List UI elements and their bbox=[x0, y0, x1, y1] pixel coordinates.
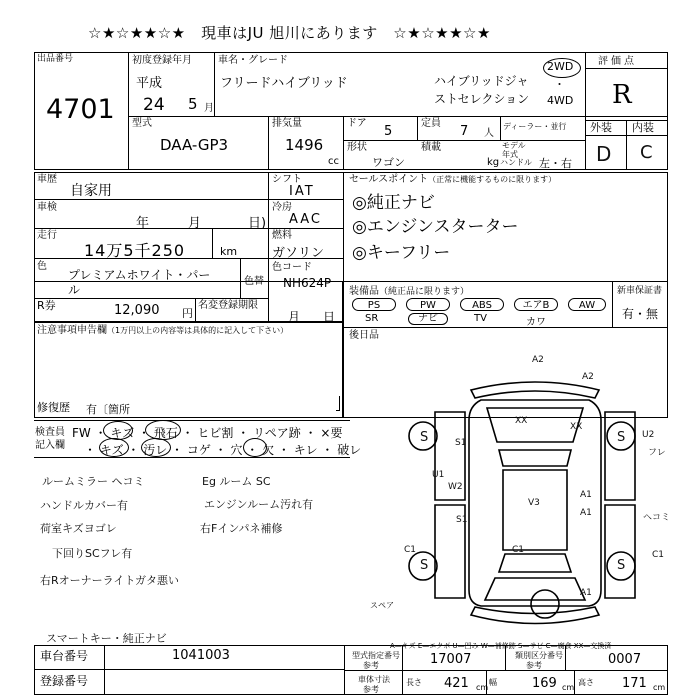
color-value-line1: プレミアムホワイト・パー bbox=[68, 268, 211, 282]
name-change-day: 日 bbox=[323, 310, 336, 324]
notice-label: 注意事項申告欄（1万円以上の内容等は具体的に記入して下さい） bbox=[37, 325, 289, 336]
lot-number: 4701 bbox=[46, 94, 115, 125]
equip-airbag: エアB bbox=[514, 298, 558, 311]
category-sub: 参考 bbox=[526, 661, 542, 670]
load-label: 積載 bbox=[421, 142, 441, 153]
dims-sub: 参考 bbox=[363, 685, 379, 694]
interior-value: C bbox=[640, 142, 653, 163]
dmg-a1-a: A1 bbox=[580, 490, 592, 500]
aircon-label: 冷房 bbox=[272, 202, 292, 213]
registration-month-unit: 月 bbox=[204, 103, 214, 114]
dmg-s1-a: S1 bbox=[455, 438, 467, 448]
drive-4wd: 4WD bbox=[547, 94, 574, 107]
equip-sr: SR bbox=[365, 313, 379, 324]
history-label: 車歴 bbox=[37, 174, 57, 185]
dmg-c1-c: C1 bbox=[512, 545, 525, 555]
mark-circle bbox=[99, 438, 129, 457]
sales-point-3: ◎キーフリー bbox=[352, 243, 451, 263]
drive-dot: ・ bbox=[554, 78, 565, 91]
note-2: Eg ルーム SC bbox=[202, 475, 271, 488]
mileage-value: 14万5千250 bbox=[84, 241, 186, 260]
shaken-month-unit: 月 bbox=[188, 216, 202, 231]
mark-circle bbox=[243, 438, 267, 457]
dealer-label: ディーラー・並行 bbox=[503, 122, 567, 131]
new-car-label: 新車保証書 bbox=[617, 286, 663, 296]
note-7: 下回りSCフレ有 bbox=[52, 547, 133, 560]
dmg-a2-top: A2 bbox=[532, 355, 544, 365]
handle-value: 左・右 bbox=[539, 157, 572, 170]
shift-value: IAT bbox=[289, 184, 315, 199]
color-code-label: 色コード bbox=[272, 262, 312, 273]
car-name: フリードハイブリッド bbox=[220, 76, 348, 91]
sales-point-1: ◎純正ナビ bbox=[352, 193, 435, 213]
displacement-label: 排気量 bbox=[272, 118, 302, 129]
load-unit: kg bbox=[487, 157, 500, 168]
recycle-unit: 円 bbox=[182, 307, 193, 320]
dims-width: 169 bbox=[532, 676, 557, 691]
lot-label: 出品番号 bbox=[37, 54, 74, 64]
dims-length: 421 bbox=[444, 676, 469, 691]
doors-value: 5 bbox=[384, 124, 393, 139]
drive-2wd: 2WD bbox=[547, 60, 574, 73]
model-label: 型式 bbox=[132, 118, 152, 129]
recycle-value: 12,090 bbox=[114, 303, 160, 318]
interior-label: 内装 bbox=[632, 121, 654, 134]
dmg-a1-b: A1 bbox=[580, 508, 592, 518]
equip-leather: カワ bbox=[526, 317, 546, 328]
model-value: DAA-GP3 bbox=[160, 136, 229, 154]
dmg-a2-right: A2 bbox=[582, 372, 594, 382]
note-8: 右Rオーナーライトガタ悪い bbox=[40, 574, 179, 587]
dmg-s-lr: S bbox=[617, 558, 626, 573]
type-designation-sub: 参考 bbox=[363, 661, 379, 670]
exterior-value: D bbox=[596, 142, 612, 166]
body-type-value: ワゴン bbox=[372, 156, 405, 169]
seats-unit: 人 bbox=[484, 128, 494, 139]
car-grade-line1: ハイブリッドジャ bbox=[434, 74, 529, 88]
dmg-spare: スペア bbox=[370, 601, 394, 610]
body-type-label: 形状 bbox=[347, 142, 367, 153]
chassis-value: 1041003 bbox=[172, 648, 230, 663]
dims-height: 171 bbox=[622, 676, 647, 691]
new-car-value: 有・無 bbox=[622, 307, 659, 321]
dmg-c1-b: C1 bbox=[652, 550, 665, 560]
note-1: ルームミラー ヘコミ bbox=[42, 475, 145, 488]
doors-label: ドア bbox=[347, 118, 367, 129]
dmg-xx-left: XX bbox=[515, 416, 528, 426]
equip-ps: PS bbox=[352, 298, 396, 311]
dims-length-unit: cm bbox=[476, 683, 489, 692]
dmg-hekomi: ヘコミ bbox=[643, 513, 671, 523]
equipment-label: 装備品（純正品に限ります） bbox=[349, 286, 470, 297]
dims-length-label: 長さ bbox=[406, 678, 422, 687]
inspector-label1: 検査員 bbox=[35, 427, 65, 438]
mark-circle bbox=[145, 420, 181, 440]
notice-section bbox=[34, 322, 343, 418]
registration-month: 5 bbox=[188, 95, 198, 113]
equip-navi: ナビ bbox=[408, 313, 448, 325]
handle-label: ハンドル bbox=[500, 158, 532, 167]
aircon-value: AAC bbox=[289, 212, 322, 227]
color-repaint-label: 色替 bbox=[244, 276, 264, 287]
dmg-u1: U1 bbox=[432, 470, 445, 480]
inspector-label2: 記入欄 bbox=[35, 440, 65, 451]
sales-point-2: ◎エンジンスターター bbox=[352, 217, 519, 237]
shaken-day-unit: 日) bbox=[248, 216, 267, 231]
note-3: ハンドルカバー有 bbox=[40, 499, 128, 512]
car-grade-line2: ストセレクション bbox=[434, 92, 530, 106]
dmg-c1-a: C1 bbox=[404, 545, 417, 555]
inspector-row2: ・ キズ ・ 汚レ ・ コゲ ・ 穴 ・ 欠 ・ キレ ・ 破レ bbox=[84, 443, 362, 457]
dmg-v3: V3 bbox=[528, 498, 540, 508]
model-year-label1: モデル bbox=[502, 141, 526, 150]
dims-width-unit: cm bbox=[562, 683, 575, 692]
registration-era: 平成 bbox=[136, 76, 163, 91]
type-designation-value: 17007 bbox=[430, 652, 472, 667]
note-4: エンジンルーム汚れ有 bbox=[204, 498, 314, 511]
shaken-year-unit: 年 bbox=[136, 216, 150, 231]
mark-circle bbox=[103, 421, 133, 440]
equip-tv: TV bbox=[474, 313, 487, 324]
damage-legend: A—キズ E—エクボ U—凹み W—補修跡 S—サビ C—腐食 XX—交換済 bbox=[390, 642, 612, 650]
type-designation-label: 型式指定番号 bbox=[352, 651, 400, 660]
plate-label: 登録番号 bbox=[40, 674, 89, 688]
registration-year: 24 bbox=[143, 95, 165, 115]
banner: ☆★☆★★☆★ 現車はJU 旭川にあります ☆★☆★★☆★ bbox=[88, 24, 491, 42]
car-name-label: 車名・グレード bbox=[218, 55, 288, 66]
dmg-xx-right: XX bbox=[570, 422, 583, 432]
inspector-row1: FW ・ キズ ・ 飛石 ・ ヒビ割 ・ リペア跡 ・ ×要 bbox=[72, 426, 343, 440]
category-value: 0007 bbox=[608, 652, 642, 667]
dmg-w2: W2 bbox=[448, 482, 463, 492]
dmg-a1-rear: A1 bbox=[580, 588, 592, 598]
equip-pw: PW bbox=[406, 298, 450, 311]
note-9: スマートキー・純正ナビ bbox=[46, 632, 167, 645]
shift-label: シフト bbox=[272, 174, 302, 185]
chassis-label: 車台番号 bbox=[40, 649, 89, 663]
history-value: 自家用 bbox=[70, 183, 112, 199]
dmg-s-ll: S bbox=[420, 558, 429, 573]
name-change-month: 月 bbox=[288, 310, 301, 324]
shaken-label: 車検 bbox=[37, 202, 57, 213]
color-code-value: NH624P bbox=[283, 276, 332, 290]
rear-label: 後日品 bbox=[349, 330, 379, 341]
exterior-label: 外装 bbox=[590, 121, 612, 134]
repair-label: 修復歴 bbox=[37, 401, 70, 414]
displacement-unit: cc bbox=[328, 156, 339, 167]
seats-label: 定員 bbox=[421, 118, 441, 129]
displacement-value: 1496 bbox=[285, 136, 324, 154]
grade-eval-label: 評価点 bbox=[598, 56, 637, 67]
grade-eval-value: R bbox=[612, 80, 632, 110]
sales-points-label: セールスポイント（正常に機能するものに限ります） bbox=[349, 174, 557, 185]
dims-label: 車体寸法 bbox=[358, 675, 390, 684]
registration-label: 初度登録年月 bbox=[132, 55, 192, 66]
mileage-unit: km bbox=[220, 245, 238, 258]
dims-height-unit: cm bbox=[653, 683, 666, 692]
note-6: 右Fインパネ補修 bbox=[200, 522, 283, 535]
dims-height-label: 高さ bbox=[578, 678, 594, 687]
dmg-s-ur: S bbox=[617, 430, 626, 445]
note-5: 荷室キズヨゴレ bbox=[40, 522, 117, 535]
repair-value: 有〔箇所 bbox=[86, 403, 130, 416]
model-year-label2: 年式 bbox=[502, 150, 518, 159]
recycle-label: R券 bbox=[37, 299, 56, 312]
dmg-u2: U2 bbox=[642, 430, 655, 440]
dims-width-label: 幅 bbox=[489, 678, 497, 687]
mileage-label: 走行 bbox=[37, 230, 57, 241]
dmg-fure: フレ bbox=[648, 448, 666, 458]
name-change-label: 名変登録期限 bbox=[198, 300, 258, 311]
mark-circle bbox=[141, 438, 171, 457]
color-value-line2: ル bbox=[68, 283, 81, 297]
color-label: 色 bbox=[37, 261, 47, 272]
equip-abs: ABS bbox=[460, 298, 504, 311]
fuel-label: 燃料 bbox=[272, 230, 292, 241]
seats-value: 7 bbox=[460, 124, 469, 139]
dmg-s1-b: S1 bbox=[456, 515, 468, 525]
category-label: 類別区分番号 bbox=[515, 651, 563, 660]
dmg-s-ul: S bbox=[420, 430, 429, 445]
equip-aw: AW bbox=[568, 298, 606, 311]
fuel-value: ガソリン bbox=[272, 246, 325, 261]
